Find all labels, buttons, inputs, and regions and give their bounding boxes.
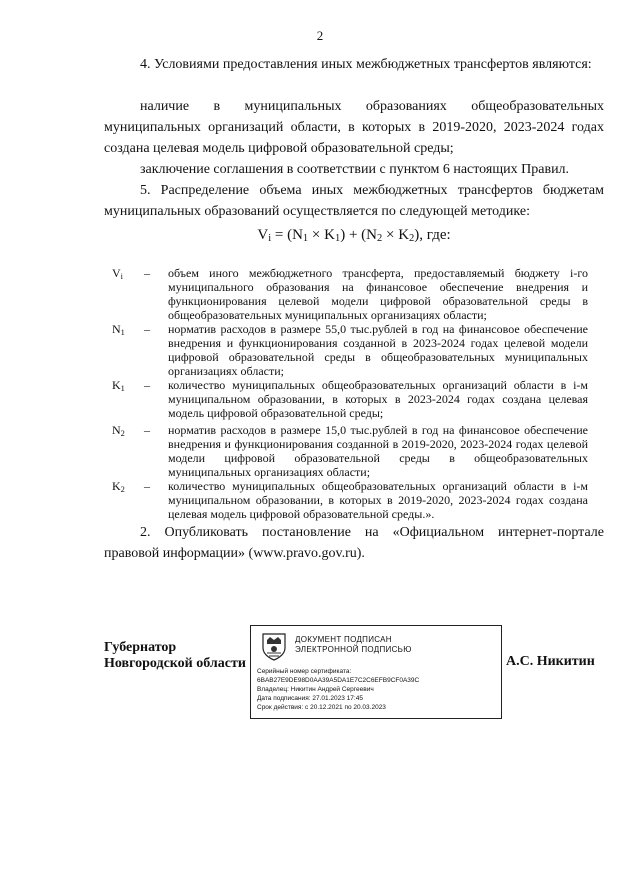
- definition-dash: –: [144, 479, 150, 493]
- definition-dash: –: [144, 266, 150, 280]
- coat-of-arms-icon: [261, 632, 287, 662]
- stamp-header-line-1: ДОКУМЕНТ ПОДПИСАН: [295, 635, 392, 644]
- signatory-name: А.С. Никитин: [506, 654, 595, 669]
- stamp-owner: Владелец: Никитин Андрей Сергеевич: [257, 686, 374, 693]
- signatory-position: [104, 640, 246, 672]
- definition-dash: –: [144, 423, 150, 437]
- stamp-signed-date: Дата подписания: 27.01.2023 17:45: [257, 695, 363, 702]
- formula: $V_i = (N_1 \times K_1) + (N_2 \times K_2)$, где:: [257, 227, 451, 244]
- definition-text: норматив расходов в размере 55,0 тыс.рублей в год на финансовое обеспечение внедрения и функционирования созданной в 2023-2024 годах целевой модели цифровой образовательной среды в общеобразовательных муниципальных организациях области;: [168, 322, 588, 378]
- signatory-position-line-2: Новгородской области: [104, 656, 246, 671]
- definition-dash: –: [144, 322, 150, 336]
- definition-symbol: $V_i$: [112, 266, 123, 281]
- definition-symbol: $K_2$: [112, 479, 125, 494]
- definition-text: количество муниципальных общеобразовательных организаций области в i-м муниципальном образовании, в которых в 2019-2020, 2023-2024 годах создана целевая модель цифровой образовательной среды.».: [168, 479, 588, 521]
- stamp-header: [295, 635, 495, 655]
- definition-text: количество муниципальных общеобразовательных организаций области в i-м муниципальном образовании, в которых в 2023-2024 годах создана целевая модель цифровой образовательной среды;: [168, 378, 588, 420]
- signatory-position-line-1: Губернатор: [104, 640, 177, 655]
- paragraph-5: 5. Распределение объема иных межбюджетных трансфертов бюджетам муниципальных образований осуществляется по следующей методике:: [104, 183, 604, 219]
- definition-symbol: $N_2$: [112, 423, 125, 438]
- paragraph-4-title: 4. Условиями предоставления иных межбюджетных трансфертов являются:: [140, 57, 592, 72]
- electronic-signature-stamp: [250, 625, 502, 719]
- definition-symbol: $N_1$: [112, 322, 125, 337]
- definition-text: норматив расходов в размере 15,0 тыс.рублей в год на финансовое обеспечение внедрения и функционирования созданной в 2019-2020, 2023-2024 годах целевой модели цифровой образовательной среды в общеобразовательных муниципальных организациях области;: [168, 423, 588, 479]
- stamp-cert-number: 6BAB27E9DE98D0AA39A5DA1E7C2C6EFB9CF0A39C: [257, 677, 420, 684]
- paragraph-4-item-1: наличие в муниципальных образованиях общеобразовательных муниципальных организаций области, в которых в 2019-2020, 2023-2024 годах создана целевая модель цифровой образовательной среды;: [104, 99, 604, 156]
- page-number: 2: [316, 28, 324, 43]
- stamp-cert-label: Серийный номер сертификата:: [257, 668, 352, 675]
- definition-symbol: $K_1$: [112, 378, 125, 393]
- paragraph-4-item-2: заключение соглашения в соответствии с пунктом 6 настоящих Правил.: [140, 162, 570, 177]
- stamp-details: [257, 667, 497, 712]
- stamp-header-line-2: ЭЛЕКТРОННОЙ ПОДПИСЬЮ: [295, 645, 412, 654]
- definition-text: объем иного межбюджетного трансферта, предоставляемый бюджету i-го муниципального образования на финансовое обеспечение внедрения и функционирования целевой модели цифровой образовательной среды в общеобразовательных муниципальных организациях области;: [168, 266, 588, 322]
- definition-dash: –: [144, 378, 150, 392]
- stamp-validity: Срок действия: с 20.12.2021 по 20.03.2023: [257, 704, 386, 711]
- publish-paragraph: 2. Опубликовать постановление на «Официальном интернет-портале правовой информации» (www.pravo.gov.ru).: [104, 525, 604, 561]
